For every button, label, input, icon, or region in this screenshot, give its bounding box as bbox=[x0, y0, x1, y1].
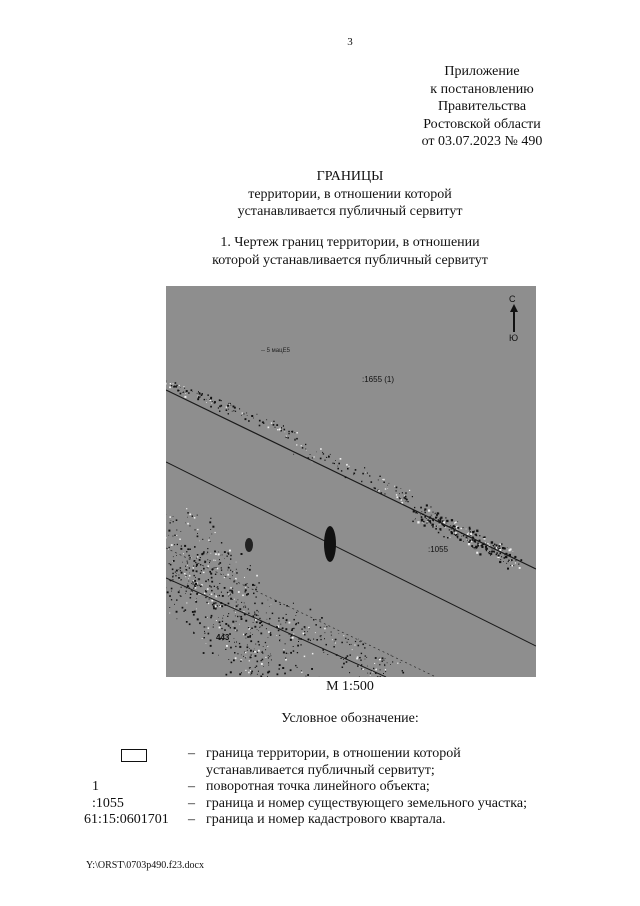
page-number: 3 bbox=[347, 36, 353, 48]
legend-description: поворотная точка линейного объекта; bbox=[206, 779, 430, 794]
section-heading bbox=[0, 234, 640, 269]
quarter-line bbox=[166, 548, 436, 677]
section-line: которой устанавливается публичный сервитут bbox=[212, 252, 488, 268]
legend-dash: – bbox=[188, 746, 195, 761]
section-line: 1. Чертеж границ территории, в отношении bbox=[220, 235, 480, 250]
legend-title: Условное обозначение: bbox=[281, 711, 419, 726]
legend-item bbox=[84, 746, 604, 779]
parcel-label: :1055 bbox=[428, 545, 449, 554]
file-path-footer: Y:\ORST\0703p490.f23.docx bbox=[86, 860, 204, 871]
legend-item bbox=[84, 779, 604, 796]
legend-symbol: :1055 bbox=[92, 795, 124, 811]
appendix-line: Ростовской области bbox=[423, 116, 541, 132]
legend-description: граница и номер кадастрового квартала. bbox=[206, 812, 446, 827]
parcel-label: :1655 (1) bbox=[362, 375, 395, 384]
appendix-line: к постановлению bbox=[430, 81, 534, 97]
north-arrow-icon bbox=[510, 304, 518, 332]
dark-blob bbox=[245, 538, 253, 552]
legend-dash: – bbox=[188, 812, 195, 827]
legend-description bbox=[206, 746, 604, 779]
appendix-line: Правительства bbox=[437, 99, 527, 114]
legend-item bbox=[84, 796, 604, 813]
appendix-block bbox=[382, 63, 582, 151]
faint-map-label: -- 5 мацЕ5 bbox=[261, 348, 290, 354]
boundary-line-lower bbox=[166, 578, 386, 677]
legend bbox=[84, 746, 604, 829]
boundary-rectangle-icon bbox=[121, 749, 147, 762]
north-label: С bbox=[509, 294, 516, 304]
document-title bbox=[0, 168, 640, 221]
south-label: Ю bbox=[509, 333, 519, 343]
title-line: устанавливается публичный сервитут bbox=[237, 204, 463, 219]
legend-symbol bbox=[84, 746, 184, 779]
legend-description-line: граница территории, в отношении которой bbox=[206, 746, 461, 761]
boundary-map bbox=[166, 286, 536, 677]
title-heading: ГРАНИЦЫ bbox=[316, 169, 384, 184]
dark-blob bbox=[324, 526, 336, 562]
map-scale: М 1:500 bbox=[326, 679, 374, 694]
map-drawing bbox=[166, 286, 536, 677]
legend-symbol: 1 bbox=[92, 779, 99, 794]
legend-dash: – bbox=[188, 795, 195, 811]
legend-description: граница и номер существующего земельного участка; bbox=[206, 795, 527, 811]
appendix-line: от 03.07.2023 № 490 bbox=[421, 134, 543, 149]
quarter-number-label: 443 bbox=[216, 633, 230, 642]
legend-description-line: устанавливается публичный сервитут; bbox=[206, 762, 435, 778]
appendix-line: Приложение bbox=[444, 64, 520, 79]
title-line: территории, в отношении которой bbox=[248, 186, 452, 202]
legend-item bbox=[84, 812, 604, 829]
legend-symbol: 61:15:0601701 bbox=[84, 812, 169, 827]
legend-dash: – bbox=[188, 779, 195, 794]
